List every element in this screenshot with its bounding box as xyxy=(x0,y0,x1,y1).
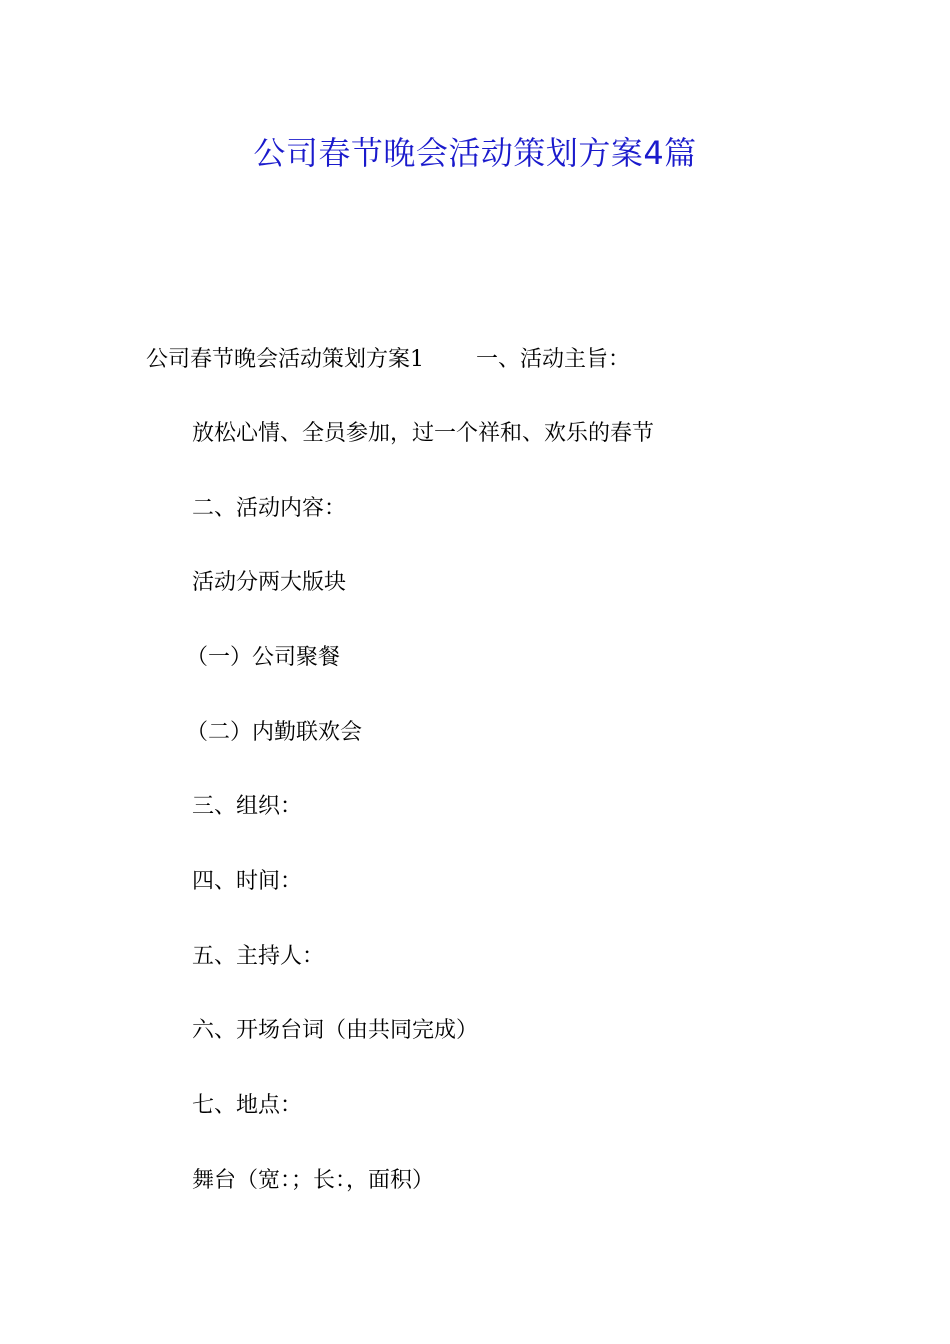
intro-heading-line xyxy=(146,343,630,377)
section-heading-location: 七、地点： xyxy=(192,1093,303,1118)
section-heading-host: 五、主持人： xyxy=(192,944,325,969)
content-item-dinner: （一）公司聚餐 xyxy=(186,645,341,670)
document-title: 公司春节晚会活动策划方案4篇 xyxy=(253,134,697,172)
purpose-text: 放松心情、全员参加，过一个祥和、欢乐的春节 xyxy=(192,421,655,446)
content-intro: 活动分两大版块 xyxy=(192,570,347,595)
plan-heading: 公司春节晚会活动策划方案1 xyxy=(146,347,424,372)
section-heading-time: 四、时间： xyxy=(192,869,303,894)
section-heading-content: 二、活动内容： xyxy=(192,496,347,521)
section-heading-opening: 六、开场台词（由共同完成） xyxy=(192,1018,479,1043)
stage-dimensions: 舞台（宽：；长：，面积） xyxy=(192,1168,435,1193)
content-item-party: （二）内勤联欢会 xyxy=(186,720,363,745)
section-heading-purpose: 一、活动主旨： xyxy=(476,347,631,372)
section-heading-organization: 三、组织： xyxy=(192,794,303,819)
